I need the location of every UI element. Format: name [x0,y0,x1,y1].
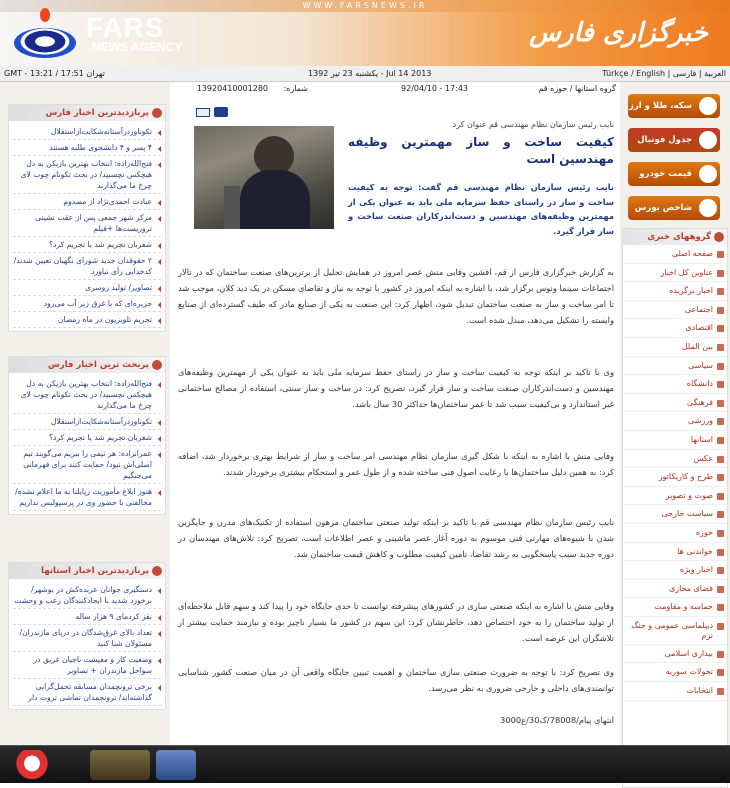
article-lead: نایب رئیس سازمان نظام مهندسی قم گفت: توجه به کیفیت ساخت و ساز در راستای حفظ سرمایه ملی باید به عنوان یکی از مهمترین وظیفه‌های مهندسین و دست‌اندرکاران صنعت ساخت و ساز قرار گیرد. [348,182,614,236]
article-paragraph: وفایی منش با اشاره به اینکه صنعتی سازی در کشورهای پیشرفته توانست تا حدی جایگاه خود را پیدا کند و سهم قابل ملاحظه‌ای از تولید ساختمان را به خود اختصاص دهد، خاطرنشان کرد: این سهم در کشور ما بسیار ناچیز بوده و نیازمند حمایت بیشتر از تلاشگران این عرصه است. [178,601,614,643]
category-link[interactable]: حماسه و مقاومت [623,598,727,617]
article-supra-title: نایب رئیس سازمان نظام مهندسی قم عنوان کرد [452,120,614,129]
news-link[interactable]: دستگیری جوانان عربده‌کش در بوشهر/ برخورد شدید با ایجادکنندگان رعب و وحشت [13,582,161,609]
most-discussed-list [9,373,165,514]
category-link[interactable]: اجتماعی [623,301,727,320]
coin-icon [699,97,717,115]
fars-logo-icon[interactable] [14,28,76,58]
category-link[interactable]: عناوین کل اخبار [623,264,727,283]
news-link[interactable]: تجریم تلویزیون در ماه رمضان [13,312,161,328]
most-discussed-box [8,356,166,515]
most-viewed-box [8,104,166,332]
browser-taskbar-icon[interactable] [12,750,52,780]
category-link[interactable]: تحولات سوریه [623,663,727,682]
news-link[interactable]: تکوناوردرآستانه‌شکایت‌ازاستقلال [13,124,161,140]
category-link[interactable]: دانشگاه [623,375,727,394]
article-paragraph: نایب رئیس سازمان نظام مهندسی قم با تاکید بر اینکه تولید صنعتی ساختمان مرهون استفاده از تکنیک‌های مدرن و جایگزین شدن با شیوه‌های مهارتی فنی موسوم به دوره آغاز عصر ماشینی و عصر اطلاعات است، تصریح کرد: تلاش‌های مهندسان در دوره جدید سبب پاسخگویی به رشد تقاضا، تامین کیفیت مطلوب و کاهش قیمت ساختمان شد. [178,517,614,559]
article-time: 17:43 - 92/04/10 [401,84,468,93]
news-link[interactable]: وضعیت کار و معیشت ناجیان غریق در سواحل مازندران + تصاویر [13,652,161,679]
article-paragraph: وی با تاکید بر اینکه توجه به کیفیت ساخت و ساز در راستای حفظ سرمایه ملی باید به عنوان یکی از مهمترین وظیفه‌های مهندسین و دست‌اندرکاران صنعت ساخت و ساز قرار گیرد، تصریح کرد: در ساخت و ساز سنتی، استفاده از مصالح ساختمانی غیر استاندارد و بی‌کیفیت سبب شد تا عمر ساختمان‌ها حداکثر 30 سال باشد. [178,367,614,409]
site-url: WWW.FARSNEWS.IR [0,0,730,12]
news-link[interactable]: ۲ حقوقدان جدید شورای نگهبان تعیین شدند/ کدخدایی رأی نیاورد [13,253,161,280]
news-link[interactable]: تعداد بالای غرق‌شدگان در دریای مازندران/ مسئولان شنا کنید [13,625,161,652]
car-price-button[interactable]: قیمت خودرو [628,162,720,186]
category-link[interactable]: استانها [623,431,727,450]
news-link[interactable]: جزیره‌ای که با غرق زیر آب می‌رود [13,296,161,312]
article-title: کیفیت ساخت و ساز مهمترین وظیفه مهندسین است [348,135,614,166]
football-table-button[interactable]: جدول فوتبال [628,128,720,152]
article-number-label: شماره: [283,84,308,93]
category-link[interactable]: اخبار برگزیده [623,282,727,301]
news-link[interactable]: عمرانزاده: هر تیمی را ببریم می‌گویند تیم اصلی‌اش نبود/ حمایت کنند برای قهرمانی می‌جنگیم [13,446,161,484]
chart-icon [699,199,717,217]
category-link[interactable]: اقتصادی [623,319,727,338]
category-link[interactable]: فرهنگی [623,394,727,413]
football-icon [699,131,717,149]
category-link[interactable]: بین الملل [623,338,727,357]
news-link[interactable]: مرکز شهر جمعی پس از عقب نشینی تروریست‌ها +فیلم [13,210,161,237]
category-link[interactable]: صفحه اصلی [623,245,727,264]
news-link[interactable]: فتح‌الله‌زاده: انتخاب بهترین بازیکن به دل هیچکس نچسبید/ در بحث تکونام چوب لای چرخ ما می‌گذارند [13,156,161,194]
category-link[interactable]: فضای مجازی [623,580,727,599]
news-link[interactable]: هنوز ابلاغ مأموریت رپایلنا به ما اعلام نشده/ مخالفتی با حضور وی در پرسپولیس نداریم [13,484,161,511]
stock-index-button[interactable]: شاخص بورس [628,196,720,220]
news-link[interactable]: تصاویر/ تولید روسری [13,280,161,296]
article-end-code: انتهای پیام/78008/ک30/ع3000 [500,715,614,725]
news-link[interactable]: شعربان تجریم شد یا تجریم کرد؟ [13,430,161,446]
category-link[interactable]: خواندنی ها [623,543,727,562]
news-categories-box [622,228,728,788]
category-link[interactable]: بیداری اسلامی [623,645,727,664]
news-link[interactable]: ۴ پسر و ۴ دانشجوی طلبه هستند [13,140,161,156]
breadcrumb[interactable]: گروه استانها / حوزه قم [538,84,616,93]
category-link[interactable]: دیپلماسی عمومی و جنگ نرم [623,617,727,645]
right-sidebar [620,82,730,783]
left-sidebar [0,82,170,783]
category-link[interactable]: انتخابات [623,682,727,701]
news-link[interactable]: عبادت احمدی‌نژاد از مصدوم [13,194,161,210]
category-link[interactable]: اخبار ویژه [623,561,727,580]
agency-name: NEWS AGENCY [92,40,183,54]
article-number: 13920410001280 [196,84,268,93]
news-categories-title: گروههای خبری [623,229,727,245]
category-link[interactable]: سیاسی [623,357,727,376]
article-paragraph: وفایی منش با اشاره به اینکه با شکل گیری سازمان نظام مهندسی امر ساخت و ساز از شرایط بهتری برخوردار شد، اضافه کرد: به همین دلیل ساختمان‌ها با رعایت اصول فنی ساخته شده و از طول عمر و استحکام بیشتری برخوردار شدند. [178,451,614,477]
email-icon[interactable] [196,108,210,117]
brand-name: FARS [86,12,165,43]
article-paragraph: به گزارش خبرگزاری فارس از قم، افشین وفایی منش عصر امروز در همایش تجلیل از برترین‌های صنعت ساختمان که در تالار اجتماعات سینما ونوس برگزار شد، با اشاره به اینکه امروز در کشور با توجه به نیاز و تقاضای مسکن در یک دید کلان، موجب شد تا امر ساخت و ساز به صنعت ساختمان تبدیل شود، اظهار کرد: این صنعت به یکی از صنایع مادر که طیف گسترده‌ای از صنایع وابسته را تشکیل می‌دهد، مبدل شده است. [178,267,614,325]
category-link[interactable]: حوزه [623,524,727,543]
site-header [0,0,730,66]
gold-currency-button[interactable]: سکه، طلا و ارز [628,94,720,118]
image-viewer-taskbar-icon[interactable] [156,750,196,780]
category-link[interactable]: ورزشی [623,412,727,431]
article-paragraph: وی تصریح کرد: با توجه به ضرورت صنعتی سازی ساختمان و اهمیت تبیین جایگاه واقعی آن در میان صنعت کشور شناسایی توانمندی‌های داخلی و خارجی ضروری به نظر می‌رسد. [178,667,614,693]
news-link[interactable]: شعربان تجریم شد یا تجریم کرد؟ [13,237,161,253]
news-categories-list [623,245,727,701]
news-link[interactable]: فتح‌الله‌زاده: انتخاب بهترین بازیکن به دل هیچکس نچسبید/ در بحث تکونام چوب لای چرخ ما می‌گذارند [13,376,161,414]
language-links[interactable]: Türkçe / English | العربیة | فارسی [602,69,726,78]
provinces-most-viewed-title: پربازدیدترین اخبار استانها [9,563,165,579]
current-date: یکشنبه 23 تیر 1392 - Jul 14 2013 [308,69,432,78]
most-viewed-list [9,121,165,331]
brand-name-fa: خبرگزاری فارس [529,18,708,48]
category-link[interactable]: طرح و کاریکاتور [623,468,727,487]
article-main [172,82,618,783]
print-icon[interactable] [214,107,228,117]
most-discussed-title: پربحث ترین اخبار فارس [9,357,165,373]
category-link[interactable]: عکس [623,450,727,469]
news-link[interactable]: تکوناوردرآستانه‌شکایت‌ازاستقلال [13,414,161,430]
car-icon [699,165,717,183]
article-meta-bar [172,84,618,98]
clock: GMT - 13:21 / 17:51 تهران [4,69,105,78]
news-link[interactable]: برخی ترونچمدان مسابقه تحمل‌گرایی گذاشته‌اند/ ترونچمدان تماشی تروت دار [13,679,161,706]
date-bar [0,66,730,82]
most-viewed-title: پربازدیدترین اخبار فارس [9,105,165,121]
provinces-most-viewed-list [9,579,165,709]
paint-taskbar-icon[interactable] [90,750,150,780]
taskbar [0,745,730,783]
provinces-most-viewed-box [8,562,166,710]
category-link[interactable]: صوت و تصویر [623,487,727,506]
article-photo [194,126,334,229]
category-link[interactable]: سیاست خارجی [623,505,727,524]
news-link[interactable]: نقز کردمای ۹ هزار ساله [13,609,161,625]
